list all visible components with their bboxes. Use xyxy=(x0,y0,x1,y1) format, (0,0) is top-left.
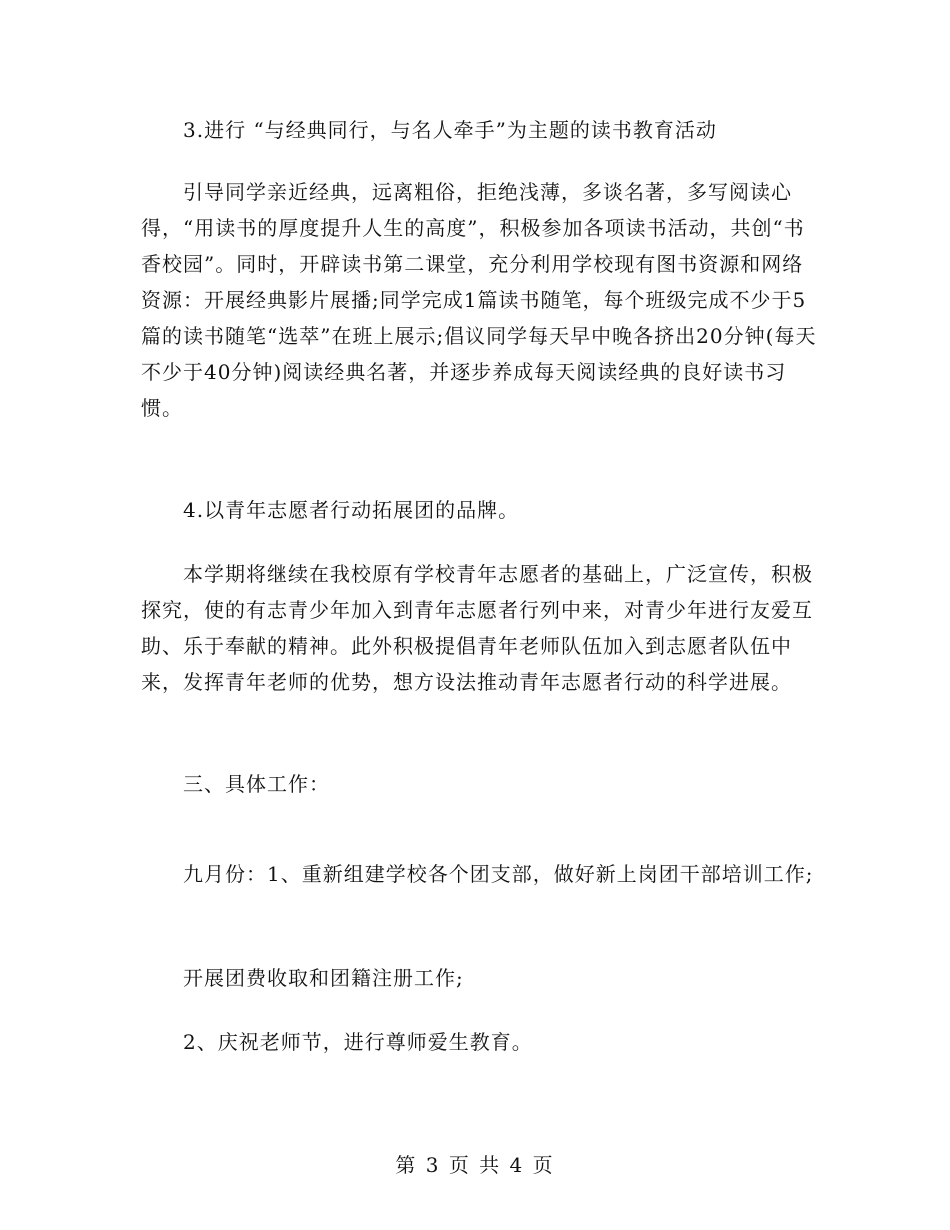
paragraph-september-item-1: 九月份：1、重新组建学校各个团支部，做好新上岗团干部培训工作; xyxy=(183,862,814,886)
paragraph-reading-details: 引导同学亲近经典，远离粗俗，拒绝浅薄，多谈名著，多写阅读心得，“用读书的厚度提升人生的高度”，积极参加各项读书活动，共创“书香校园”。同时，开辟读书第二课堂，充分利用学校现有图书资源和网络资源：开展经典影片展播;同学完成1篇读书随笔，每个班级完成不少于5篇的读书随笔“选萃”在班上展示;倡议同学每天早中晚各挤出20分钟(每天不少于40分钟)阅读经典名著，并逐步养成每天阅读经典的良好读书习惯。 xyxy=(141,180,817,420)
paragraph-volunteer-details: 本学期将继续在我校原有学校青年志愿者的基础上，广泛宣传，积极探究，使的有志青少年加入到青年志愿者行列中来，对青少年进行友爱互助、乐于奉献的精神。此外积极提倡青年老师队伍加入到志愿者队伍中来，发挥青年老师的优势，想方设法推动青年志愿者行动的科学进展。 xyxy=(141,562,813,694)
page-number-footer: 第 3 页 共 4 页 xyxy=(395,1153,555,1177)
heading-reading-activity: 3.进行 “与经典同行，与名人牵手”为主题的读书教育活动 xyxy=(183,118,717,142)
heading-volunteer-brand: 4.以青年志愿者行动拓展团的品牌。 xyxy=(183,498,520,522)
heading-specific-work: 三、具体工作： xyxy=(183,772,330,796)
paragraph-teachers-day: 2、庆祝老师节，进行尊师爱生教育。 xyxy=(183,1030,533,1054)
paragraph-league-fee: 开展团费收取和团籍注册工作; xyxy=(183,966,464,990)
